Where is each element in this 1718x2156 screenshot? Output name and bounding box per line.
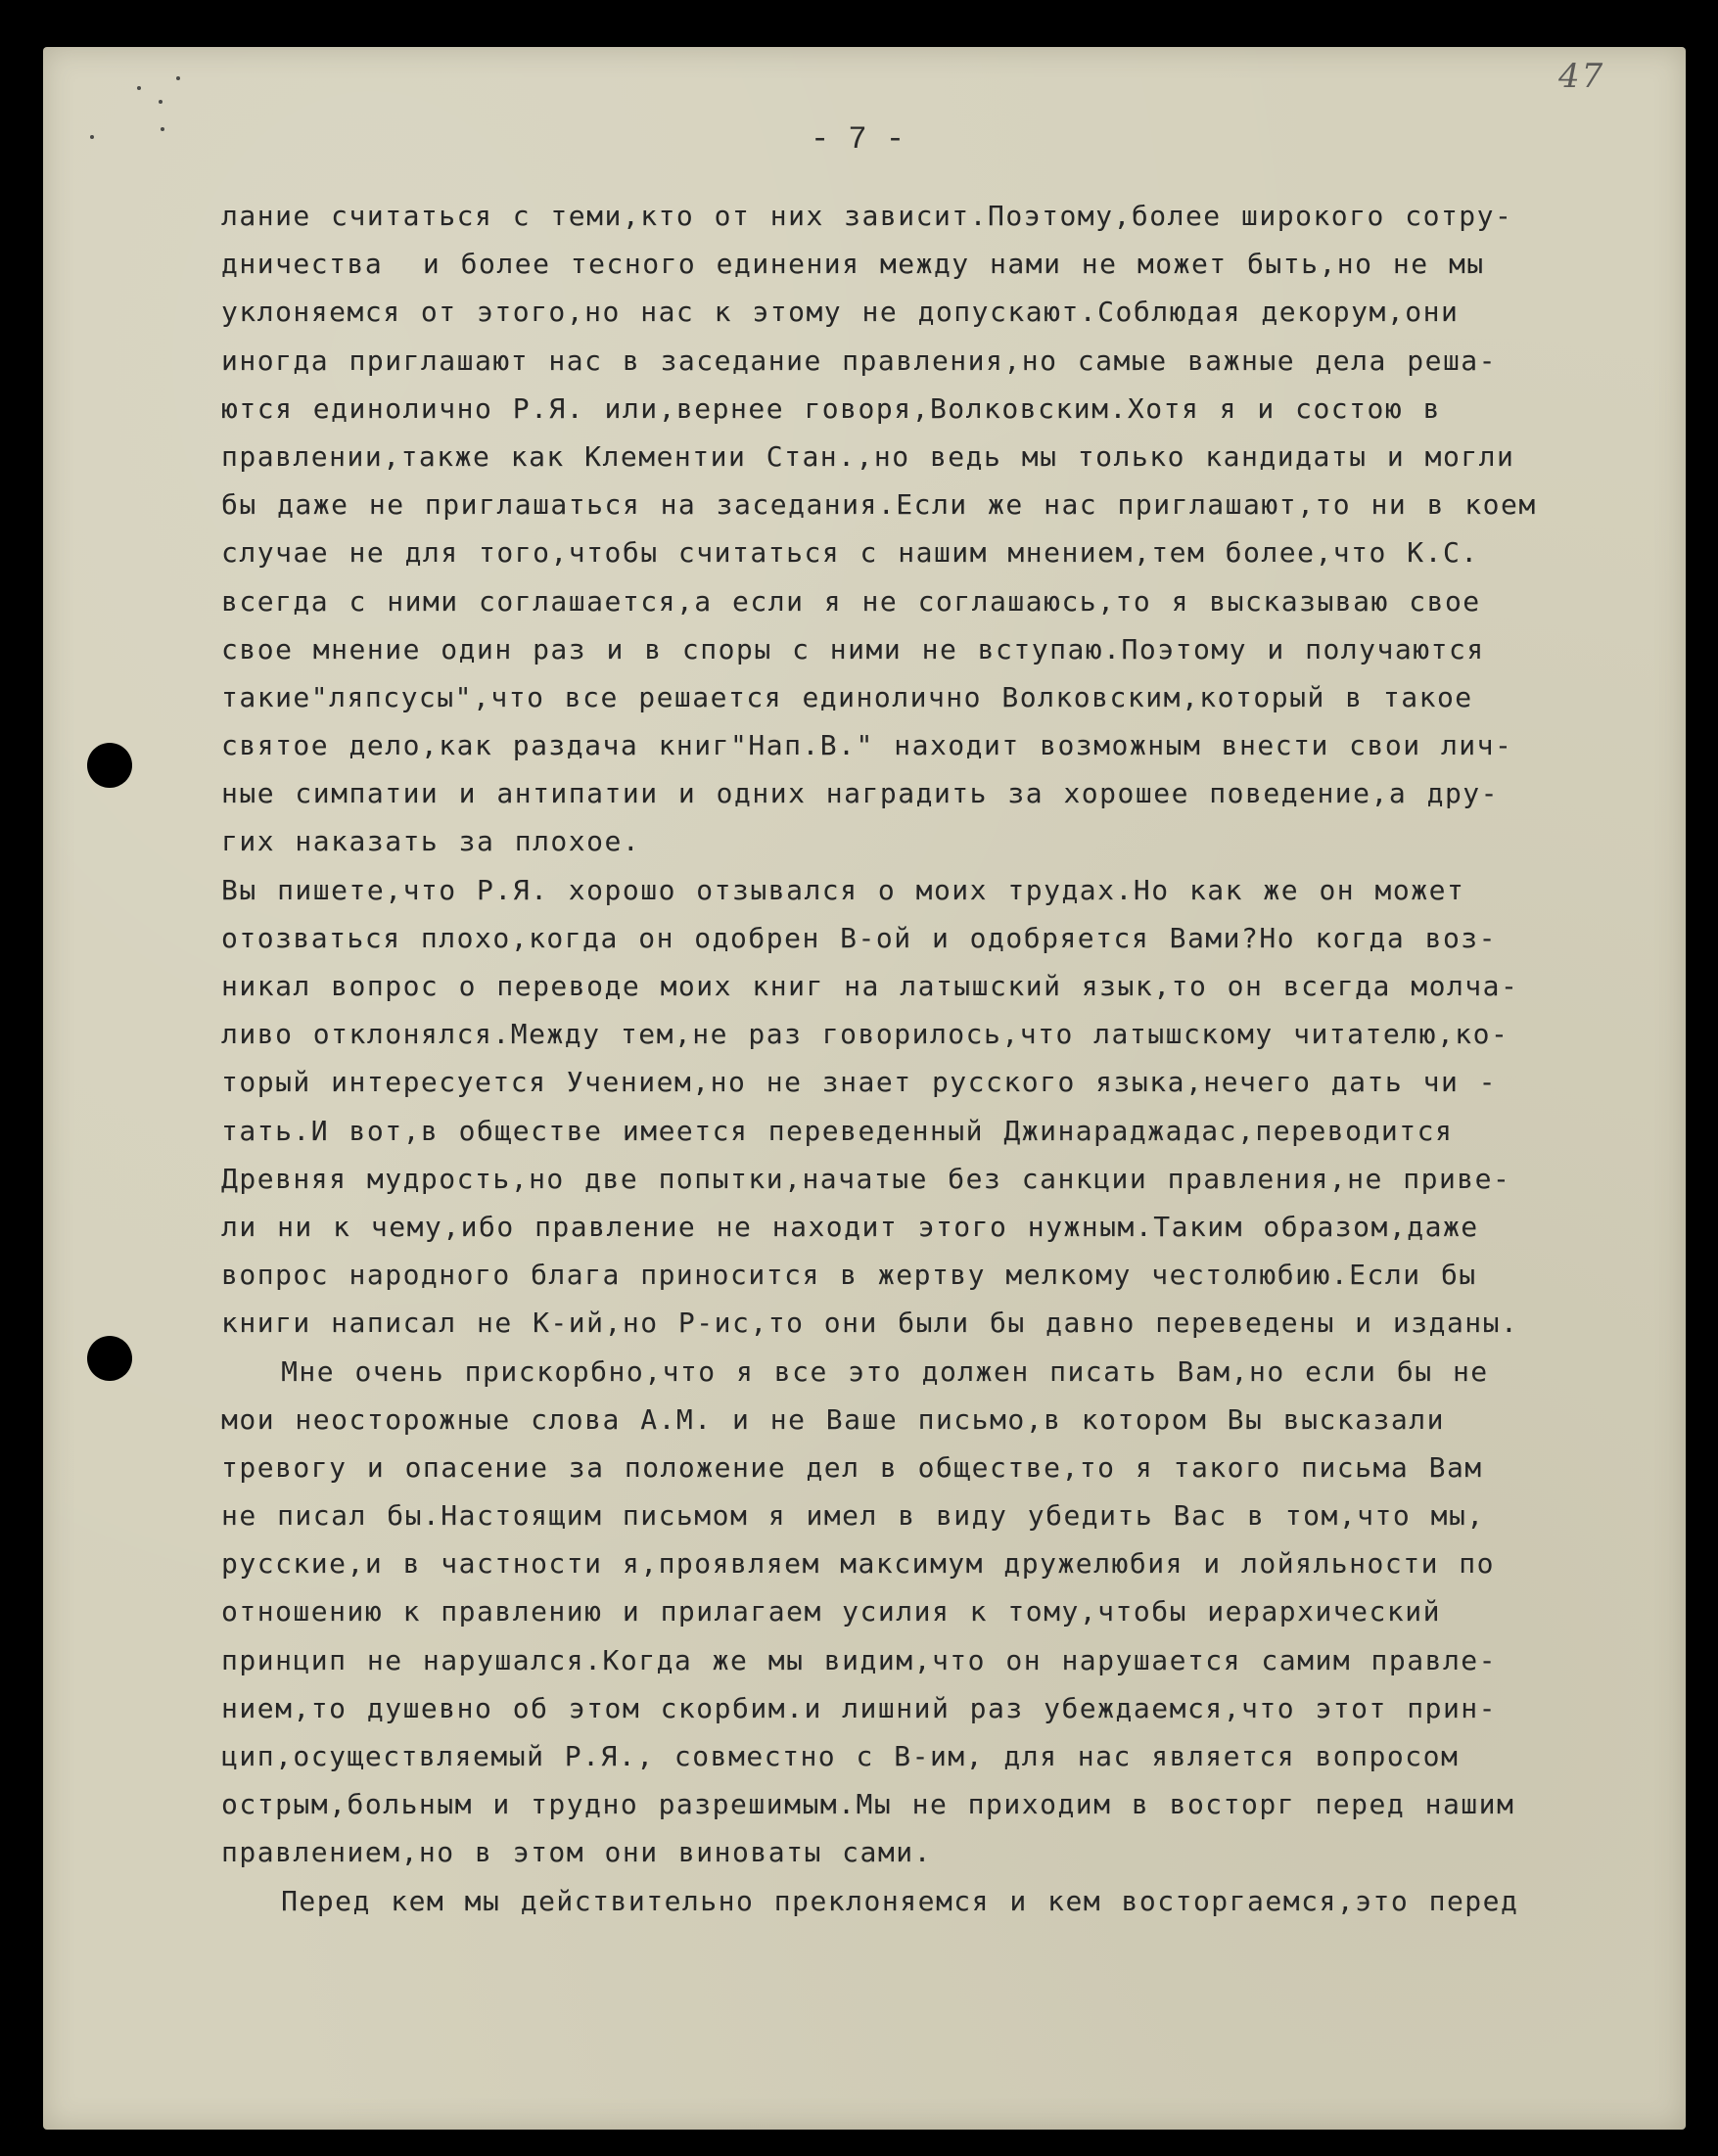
text-line: случае не для того,чтобы считаться с нашим мнением,тем более,что К.С. bbox=[221, 536, 1479, 570]
text-line: Вы пишете,что Р.Я. хорошо отзывался о моих трудах.Но как же он может bbox=[221, 873, 1465, 906]
text-line: лание считаться с теми,кто от них зависит.Поэтому,более широкого сотру- bbox=[221, 200, 1513, 232]
page-number: - 7 - bbox=[811, 121, 905, 158]
archive-folio-number: 47 bbox=[1558, 57, 1605, 96]
text-line: цип,осуществляемый Р.Я., совместно с В-им, для нас является вопросом bbox=[221, 1740, 1460, 1772]
text-line: правлении,также как Клементии Стан.,но ведь мы только кандидаты и могли bbox=[221, 439, 1515, 473]
text-line: никал вопрос о переводе моих книг на латышский язык,то он всегда молча- bbox=[221, 970, 1519, 1002]
text-line: правлением,но в этом они виноваты сами. bbox=[221, 1836, 932, 1869]
text-line: свое мнение один раз и в споры с ними не вступаю.Поэтому и получаются bbox=[221, 632, 1485, 665]
text-line: дничества и более тесного единения между нами не может быть,но не мы bbox=[221, 248, 1485, 281]
text-line: нием,то душевно об этом скорбим.и лишний раз убеждаемся,что этот прин- bbox=[221, 1691, 1498, 1724]
paper-speck bbox=[137, 86, 141, 90]
text-line: иногда приглашают нас в заседание правления,но самые важные дела реша- bbox=[221, 344, 1498, 377]
text-line: острым,больным и трудно разрешимым.Мы не приходим в восторг перед нашим bbox=[221, 1788, 1515, 1821]
text-line: Древняя мудрость,но две попытки,начатые без санкции правления,не приве- bbox=[221, 1162, 1511, 1195]
letter-body bbox=[221, 192, 1680, 1925]
text-line: всегда с ними соглашается,а если я не соглашаюсь,то я высказываю свое bbox=[221, 584, 1481, 618]
text-line: бы даже не приглашаться на заседания.Если же нас приглашают,то ни в коем bbox=[221, 488, 1537, 522]
text-line: тревогу и опасение за положение дел в обществе,то я такого письма Вам bbox=[221, 1450, 1483, 1484]
text-line: мои неосторожные слова А.М. и не Ваше письмо,в котором Вы высказали bbox=[221, 1402, 1445, 1436]
text-line: русские,и в частности я,проявляем максимум дружелюбия и лойяльности по bbox=[221, 1547, 1496, 1581]
text-line: отозваться плохо,когда он одобрен В-ой и одобряется Вами?Но когда воз- bbox=[221, 921, 1498, 954]
text-line: ные симпатии и антипатии и одних наградить за хорошее поведение,а дру- bbox=[221, 777, 1500, 810]
text-line: уклоняемся от этого,но нас к этому не допускают.Соблюдая декорум,они bbox=[221, 296, 1460, 329]
text-line: гих наказать за плохое. bbox=[221, 825, 641, 858]
text-line: книги написал не К-ий,но Р-ис,то они были бы давно переведены и изданы. bbox=[221, 1307, 1519, 1340]
text-line: отношению к правлению и прилагаем усилия к тому,чтобы иерархический bbox=[221, 1595, 1441, 1628]
text-line: такие"ляпсусы",что все решается единолично Волковским,который в такое bbox=[221, 680, 1473, 713]
paper-speck bbox=[176, 76, 180, 80]
text-line: ли ни к чему,ибо правление не находит этого нужным.Таким образом,даже bbox=[221, 1210, 1479, 1243]
paper-speck bbox=[159, 100, 163, 104]
paper-speck bbox=[161, 127, 164, 131]
text-line: Мне очень прискорбно,что я все это должен писать Вам,но если бы не bbox=[221, 1354, 1489, 1388]
text-line: не писал бы.Настоящим письмом я имел в виду убедить Вас в том,что мы, bbox=[221, 1499, 1485, 1533]
punch-hole-bottom bbox=[87, 1336, 132, 1381]
text-line: ливо отклонялся.Между тем,не раз говорилось,что латышскому читателю,ко- bbox=[221, 1018, 1509, 1051]
text-line: торый интересуется Учением,но не знает русского языка,нечего дать чи - bbox=[221, 1066, 1498, 1099]
text-line: святое дело,как раздача книг"Нап.В." находит возможным внести свои лич- bbox=[221, 729, 1513, 762]
text-line: вопрос народного блага приносится в жертву мелкому честолюбию.Если бы bbox=[221, 1259, 1477, 1292]
text-line: ются единолично Р.Я. или,вернее говоря,Волковским.Хотя я и состою в bbox=[221, 391, 1441, 425]
paper-speck bbox=[90, 135, 94, 139]
text-line: Перед кем мы действительно преклоняемся и кем восторгаемся,это перед bbox=[221, 1884, 1519, 1917]
punch-hole-top bbox=[87, 743, 132, 788]
text-line: тать.И вот,в обществе имеется переведенный Джинараджадас,переводится bbox=[221, 1114, 1454, 1147]
text-line: принцип не нарушался.Когда же мы видим,что он нарушается самим правле- bbox=[221, 1643, 1498, 1676]
